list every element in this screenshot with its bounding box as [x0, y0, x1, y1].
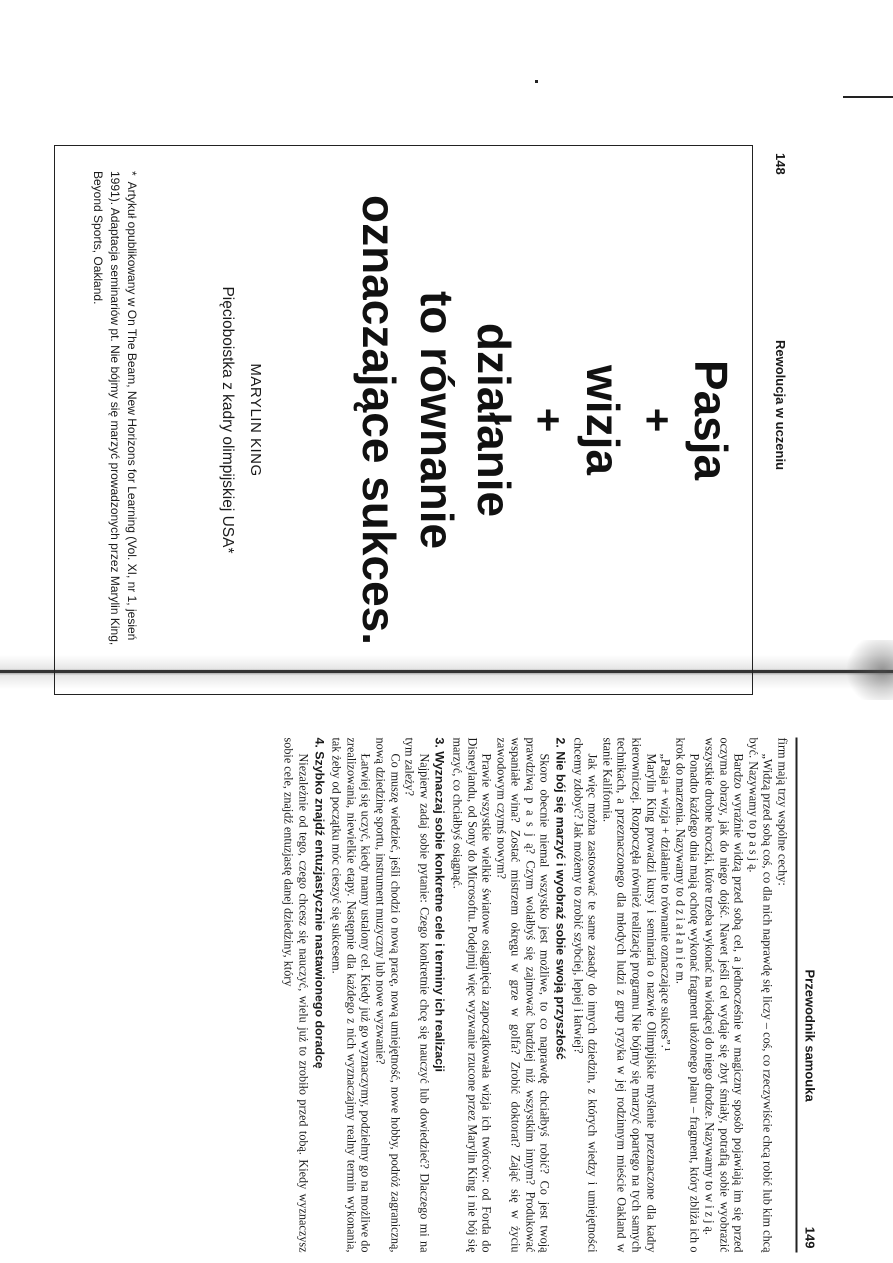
header-rule — [796, 738, 798, 1253]
heading-line-dzialanie: działanie — [468, 322, 520, 518]
section-heading: 4. Szybko znajdź entuzjastycznie nastawionego doradcę — [312, 737, 327, 1069]
page-number: 148 — [773, 153, 788, 175]
scan-mark-top-right — [843, 96, 893, 98]
right-page — [58, 738, 818, 1253]
title-frame — [54, 145, 753, 695]
paragraph: Skoro obecnie niemal wszystko jest możliwe, to co naprawdę chciałbyś robić? Co jest twoją prawdziwą p a s j ą? Czym wolałbyś się zajmować bardziej niż wszystkim innym? Produkować wspaniałe wina? Zostać mistrzem okręgu w grze w golfa? Zrobić doktorat? Zająć się w życiu zawodowym czymś nowym? — [494, 737, 552, 1253]
paragraph: firm mają trzy wspólne cechy: — [775, 737, 790, 886]
scan-corner-shadow — [840, 640, 893, 700]
footnote-marker: * — [125, 171, 139, 176]
paragraph: „Pasja + wizja + działanie to równanie oznaczające sukces”.¹ — [658, 753, 673, 1052]
author-subtitle: Pięcioboistka z kadry olimpijskiej USA* — [219, 286, 236, 554]
running-title: Rewolucja w uczeniu — [773, 340, 788, 471]
heading-line-rownanie: to równanie — [411, 290, 463, 550]
heading-line-plus-2: + — [525, 407, 572, 433]
body-text — [281, 738, 789, 1253]
running-title: Przewodnik samouka — [802, 969, 818, 1102]
paragraph: Bardzo wyraźnie widzą przed sobą cel, a jednocześnie w magiczny sposób pojawiają im się przed oczyma obrazy, jak do niego dojść. Nawet jeśli cel wydaje się zbyt śmiały, potrafią sobie wyobrazić wszystkie drobne kroczki, które trzeba wykonać na wiodącej do niego drodze. Nazywamy to w i z j ą. — [702, 737, 746, 1253]
author-name: MARYLIN KING — [247, 363, 264, 477]
running-head-148 — [768, 145, 788, 695]
paragraph: Marylin King prowadzi kursy i seminaria o nazwie Olimpijskie myślenie przeznaczone dla kadry kierowniczej. Rozpoczęła również realizację programu Nie bójmy się marzyć opartego na tych samych technikach, a przeznaczonego dla młodych ludzi z grup ryzyka w jej rodzinnym mieście Oakland w stanie Kalifornia. — [600, 737, 659, 1253]
paragraph: Niezależnie od tego, czego chcesz się nauczyć, wielu już to zrobiło przed tobą. Kiedy wyznaczysz sobie cele, znajdź entuzjastę danej dziedziny, który — [281, 737, 311, 1253]
footnote — [89, 171, 140, 675]
footnote-text: Artykuł opublikowany w On The Beam, New Horizons for Learning (Vol. XI, nr 1, jesień 1991). Adaptacja seminariów pt. Nie bójmy się marzyć prowadzonych przez Marylin King, Beyond Sports, Oakland. — [91, 171, 139, 646]
heading-line-pasja: Pasja — [685, 359, 737, 481]
section-heading: 3. Wyznaczaj sobie konkretne cele i terminy ich realizacji — [432, 737, 447, 1072]
left-page — [48, 145, 788, 695]
page-number: 149 — [802, 1226, 818, 1249]
heading-line-sukces: oznaczające sukces. — [353, 194, 405, 646]
paragraph: Najpierw zadaj sobie pytanie: Czego konkretnie chcę się nauczyć lub dowiedzieć? Dlaczego mi na tym zależy? — [402, 737, 432, 1253]
heading-line-plus-1: + — [634, 407, 681, 433]
section-heading: 2. Nie bój się marzyć i wyobraź sobie swoją przyszłość — [553, 737, 568, 1060]
paragraph: Prawie wszystkie wielkie światowe osiągnięcia zapoczątkowała wizja ich twórców: od Forda do Disneylandu, od Sony do Microsoftu. Podejmij więc wyzwanie rzucone przez Marylin King i nie bój się marzyć, co chciałbyś osiągnąć. — [450, 737, 494, 1253]
paragraph: „Widzą przed sobą coś, co dla nich naprawdę się liczy – coś, co rzeczywiście chcą robić lub kim chcą być. Nazywamy to p a s j ą. — [746, 737, 775, 1253]
paragraph: Jak więc można zastosować te same zasady do innych dziedzin, z których wiedzy i umiejętności chcemy zdobyć? Jak możemy to zrobić szybciej, lepiej i łatwiej? — [571, 737, 600, 1253]
heading-line-wizja: wizja — [577, 365, 629, 475]
paragraph: Co muszę wiedzieć, jeśli chodzi o nową pracę, nową umiejętność, nowe hobby, podróż zagraniczną, nową dziedzinę sportu, instrument muzyczny lub nowe wyzwanie? — [373, 737, 403, 1253]
scan-dot — [535, 80, 538, 83]
paragraph: Łatwiej się uczyć, kiedy mamy ustalony cel. Kiedy już go wyznaczymy, podzielmy go na możliwe do zrealizowania, niewielkie etapy. Następnie dla każdego z nich wyznaczajmy realny termin wykonania, tak żeby od początku móc cieszyć się sukcesem. — [329, 737, 373, 1253]
paragraph: Ponadto każdego dnia mają ochotę wykonać fragment ułożonego planu – fragment, który zbliża ich o krok do marzenia. Nazywamy to d z i a ł a n i e m. — [673, 737, 702, 1253]
running-head-149 — [798, 738, 818, 1253]
